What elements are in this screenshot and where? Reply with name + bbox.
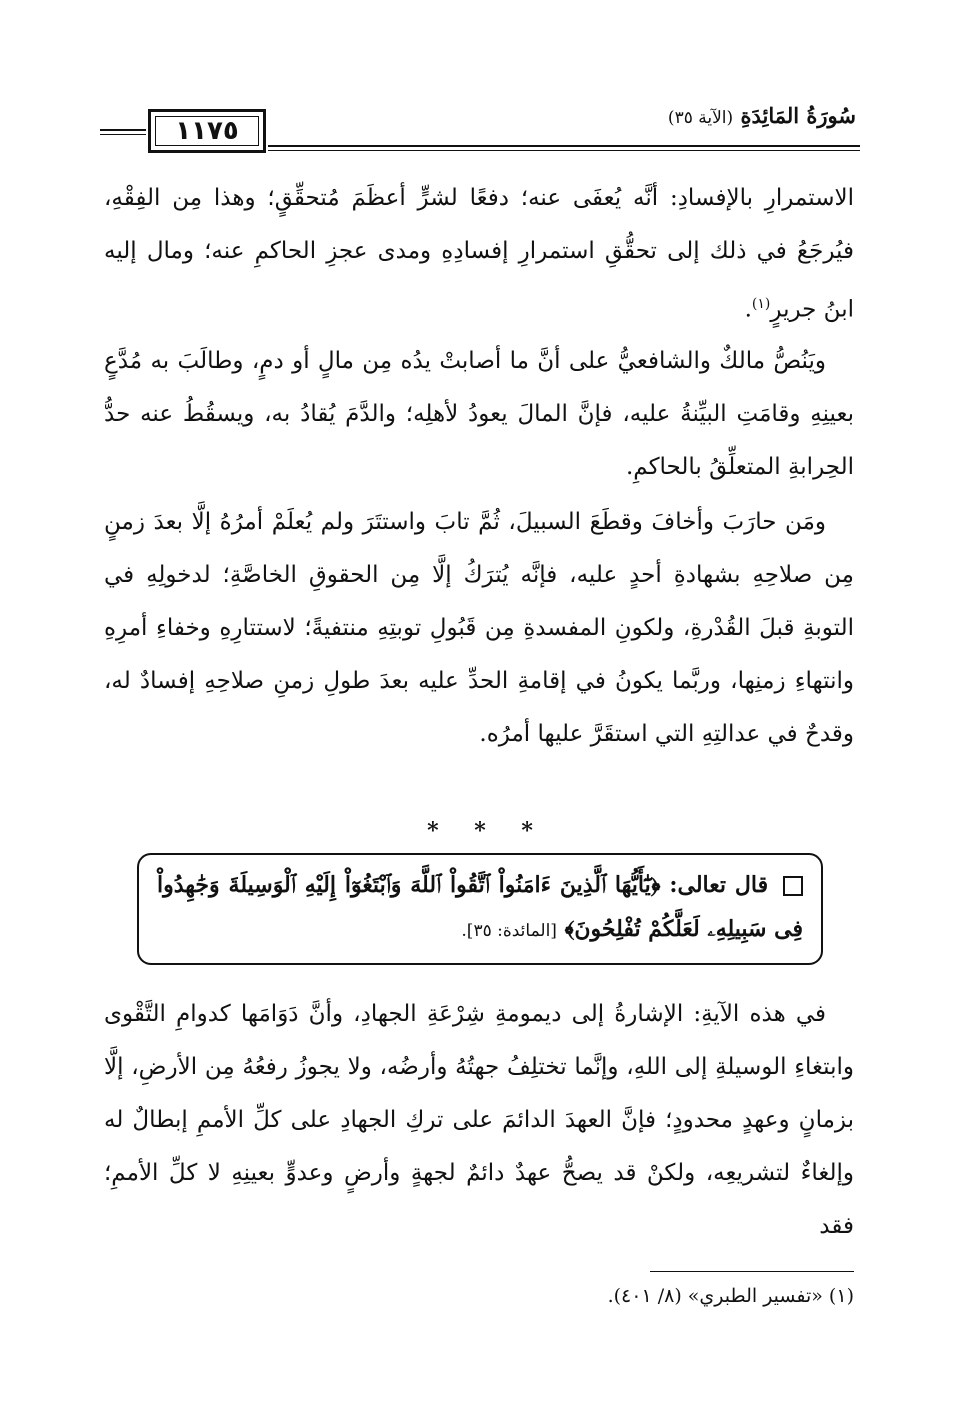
running-title: [668, 103, 856, 128]
surah-title: سُورَةُ المَائِدَةِ: [740, 103, 856, 128]
ayah-text: ﴿يَٰٓأَيُّهَا ٱلَّذِينَ ءَامَنُواْ ٱتَّقُواْ ٱللَّهَ وَٱبْتَغُوٓاْ إِلَيْهِ ٱلْوَسِيلَةَ وَجَٰهِدُواْ فِى سَبِيلِهِۦ لَعَلَّكُمْ تُفْلِحُونَ﴾: [157, 872, 803, 942]
paragraph-4: في هذه الآيةِ: الإشارةُ إلى ديمومةِ شِرْعَةِ الجهادِ، وأنَّ دَوَامَها كدوامِ التَّقْوى وابتغاءِ الوسيلةِ إلى اللهِ، وإنَّما تختلِفُ جهتُهُ وأرضُه، ولا يجوزُ رفعُهُ مِن الأرضِ، إلَّا بزمانٍ وعهدٍ محدودٍ؛ فإنَّ العهدَ الدائمَ على تركِ الجهادِ على كلِّ الأممِ إبطالٌ له وإلغاءٌ لتشريعِه، ولكنْ قد يصحُّ عهدٌ دائمٌ لجهةٍ وأرضٍ وعدوٍّ بعينِهِ لا كلِّ الأممِ؛ فقد: [104, 1001, 854, 1239]
paragraph-1-end: .: [744, 296, 752, 323]
ayah-reference: [المائدة: ٣٥].: [461, 921, 557, 941]
paragraph-2: ويَنُصُّ مالكٌ والشافعيُّ على أنَّ ما أصابتْ يدُه مِن مالٍ أو دمٍ، وطالَبَ به مُدَّعٍ بعينِهِ وقامَتِ البيِّنةُ عليه، فإنَّ المالَ يعودُ لأهلِه؛ والدَّمَ يُقادُ به، ويسقُطُ عنه حدُّ الحِرابةِ المتعلِّقُ بالحاكمِ.: [104, 348, 854, 480]
ayah-intro: قال تعالى:: [669, 872, 769, 898]
footnote-divider: [650, 1271, 854, 1272]
ayah-box: [137, 853, 823, 965]
page-header: [100, 95, 860, 165]
paragraph-3: ومَن حارَبَ وأخافَ وقطَعَ السبيلَ، ثُمَّ تابَ واستتَرَ ولم يُعلَمْ أمرُهُ إلَّا بعدَ زمنٍ مِن صلاحِهِ بشهادةِ أحدٍ عليه، فإنَّه يُترَكُ إلَّا مِن الحقوقِ الخاصَّةِ؛ لدخولِهِ في التوبةِ قبلَ القُدْرةِ، ولكونِ المفسدةِ مِن قَبُولِ توبتِهِ منتفيةً؛ لاستتارِهِ وخفاءِ أمرِهِ وانتهاءِ زمنِها، وربَّما يكونُ في إقامةِ الحدِّ عليه بعدَ طولِ زمنِ صلاحِهِ إفسادٌ له، وقدحٌ في عدالتِهِ التي استقَرَّ عليها أمرُه.: [104, 509, 854, 747]
footnote: (١) «تفسير الطبري» (٨/ ٤٠١).: [607, 1285, 854, 1307]
ayah-marker-icon: [783, 876, 803, 896]
verse-label: (الآية ٣٥): [667, 108, 734, 128]
footnote-reference: (١): [751, 296, 771, 312]
page-number: ١١٧٥: [175, 116, 239, 146]
header-rule-left: [100, 129, 146, 131]
section-separator: * * *: [427, 818, 547, 844]
header-rule-right: [268, 145, 860, 147]
paragraph-1: [104, 172, 854, 337]
page-number-frame: [148, 109, 266, 153]
paragraph-1-text: الاستمرارِ بالإفسادِ: أنَّه يُعفَى عنه؛ دفعًا لشرٍّ أعظَمَ مُتحقِّقٍ؛ وهذا مِن الفِقْهِ، فيُرجَعُ في ذلك إلى تحقُّقِ استمرارِ إفسادِهِ ومدى عجزِ الحاكمِ عنه؛ ومال إليه ابنُ جريرٍ: [104, 185, 854, 323]
